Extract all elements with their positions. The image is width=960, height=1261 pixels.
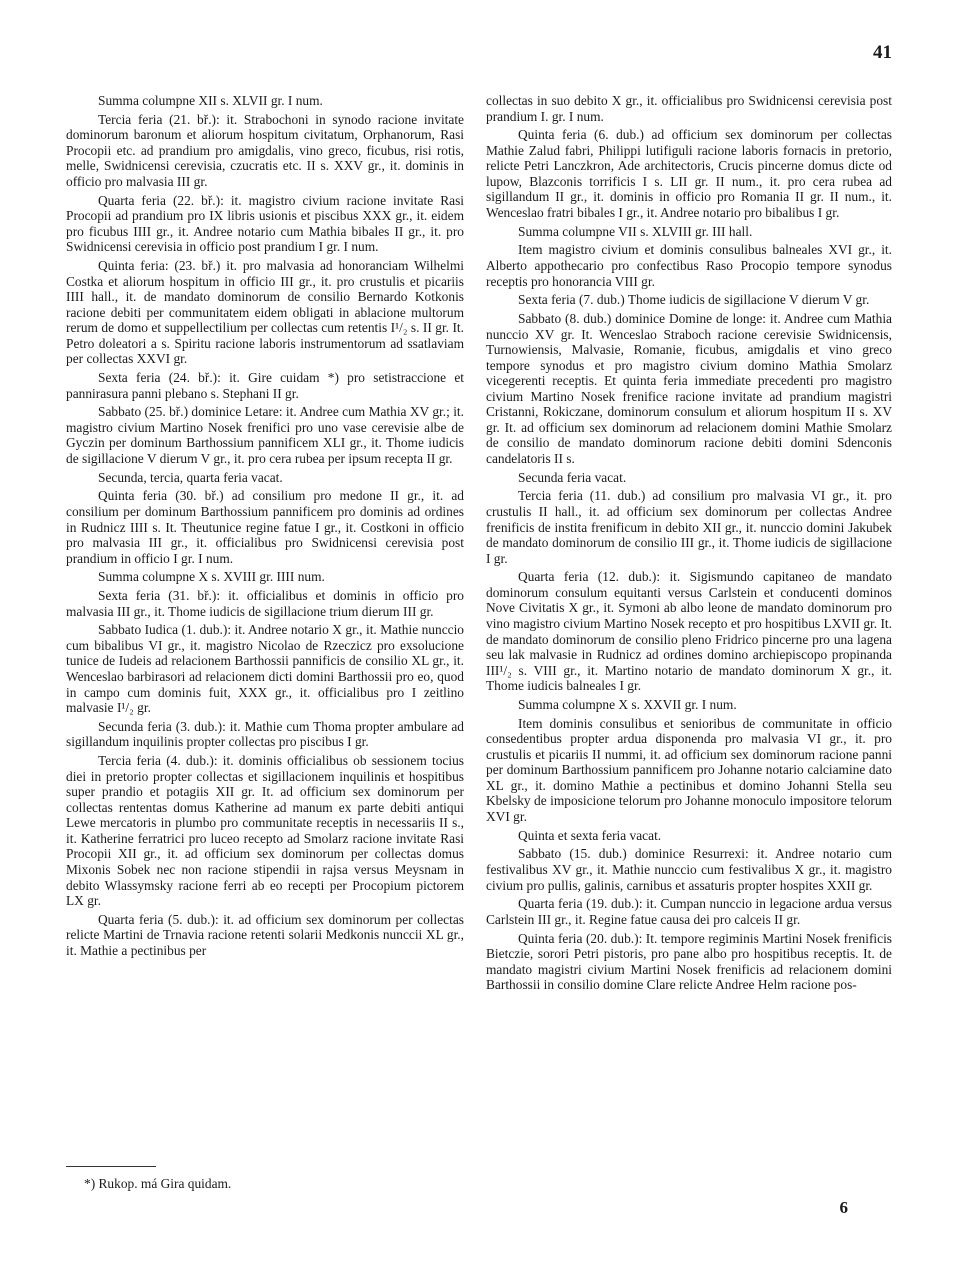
paragraph: Summa columpne VII s. XLVIII gr. III hall. [518,223,753,239]
paragraph: Tercia feria (4. dub.): it. dominis officialibus ob sessionem tocius diei in pretorio propter collectas et sigillacionem inquilinis et hospitibus super prandio et potagiis XII gr. It. ad officium sex dominorum per collectas rententas domus Katherine ad manum ex parte debiti antiqui Lewe mercatoris in plumbo pro communitate receptis in necessariis II s., it. Katherine ferratrici pro luceo recepto ad Smolarz racione invitate Rasi Procopii XII gr., it. ad officium sex dominorum per collectas domus Mixonis Sobek nec non racione stipendii in rajsa versus Meysnam in debito Wlassymsky racione ferri ab eo recepti per Procopium pictorem LX gr. [66,753,464,909]
page-number: 41 [873,42,892,63]
paragraph: Sabbato Iudica (1. dub.): it. Andree notario X gr., it. Mathie nunccio cum bibalibus VI gr., it. magistro Nicolao de Rzeczicz pro exsolucione tunice de Iudeis ad relacionem Barthossii pannificis de consilio XL gr., it. Wenceslao barbirasori ad relacionem dicti domini Barthossii pro eo, quod in campo cum dominis fuit, XXX gr., it. officialibus pro I zeitlino malvasie I¹/₂ gr. [66,622,464,716]
paragraph: Sabbato (25. bř.) dominice Letare: it. Andree cum Mathia XV gr.; it. magistro civium Martino Nosek frenifici pro uno vase cerevisie albe de Gyczin per dominum Barthossium pannificem XLI gr., it. Thome iudicis de sigillacione V dierum V gr., it. pro cera rubea per ipsum recepta II gr. [66,404,464,466]
paragraph: Quinta feria (6. dub.) ad officium sex dominorum per collectas Mathie Zalud fabri, Philippi lutifiguli racione laboris fornacis in pretorio, relicte Petri Lanczkron, Ade architectoris, Crucis pincerne domus dicte od lupow, Blazconis torrificis I s. LII gr. II num., it. pro cera rubea ad sigillandum II gr., it. dominis in officio pro Romania II gr. II num., it. Wenceslao fratri bibales I gr., it. Andree notario pro bibalibus I gr. [486,127,892,221]
paragraph: Sabbato (15. dub.) dominice Resurrexi: it. Andree notario cum festivalibus XV gr., it. Mathie nunccio cum festivalibus X gr., it. magistro civium pro pullis, galinis, carnibus et assaturis propter hospites XXII gr. [486,846,892,893]
paragraph: Quarta feria (5. dub.): it. ad officium sex dominorum per collectas relicte Martini de Trnavia racione retenti solarii Medkonis nunccii XL gr., it. Mathie a pectinibus per [66,911,464,958]
paragraph: collectas in suo debito X gr., it. officialibus pro Swidnicensi cerevisia post prandium I. gr. I num. [486,93,892,124]
paragraph: Summa columpne XII s. XLVII gr. I num. [98,93,323,108]
left-column [66,93,464,962]
paragraph: Quinta et sexta feria vacat. [518,827,662,843]
paragraph: Quinta feria (20. dub.): It. tempore regiminis Martini Nosek frenificis Bietczie, sorori Petri pistoris, pro pane albo pro hospitibus receptis. It. de mandato magistri civium Martini Nosek frenificis ad relacionem domini Barthossii in consilio domine Clare relicte Andree Helm racione pos- [486,930,892,993]
footnote: *) Rukop. má Gira quidam. [84,1176,232,1191]
paragraph: Tercia feria (11. dub.) ad consilium pro malvasia VI gr., it. pro crustulis II hall., it. ad officium sex dominorum per collectas Andree frenificis de instita frenificum in debito XII gr., it. nunccio domini Jakubek de mandato dominorum de consilio III gr., it. Thome iudicis de sigillacione I gr. [486,488,892,566]
paragraph: Item dominis consulibus et senioribus de communitate in officio consedentibus propter ardua disponenda pro malvasia VI gr., it. pro crustulis et picariis II nummi, it. ad officium sex dominorum racione panni per dominum Barthossium pannificem pro Johanne notario calciamine dato XL gr., it. domino Mathie a pectinibus et domino Johanni Stella seu Kbelsky de imposicione telorum pro Johanne monoculo impositore telorum XVI gr. [486,715,892,824]
paragraph: Secunda feria (3. dub.): it. Mathie cum Thoma propter ambulare ad sigillandum inquilinis propter collectas pro piscibus I gr. [66,718,464,750]
paragraph: Quarta feria (22. bř.): it. magistro civium racione invitate Rasi Procopii ad prandium pro IX libris usionis et piscibus XXX gr., it. eidem pro ficubus IIII gr., it. Andree notario cum Mathia bibales II gr., it. pro Swidnicensi cerevisia in officio post prandium I gr. I num. [66,192,464,255]
paragraph: Summa columpne X s. XXVII gr. I num. [518,696,737,712]
right-column [486,93,892,996]
paragraph: Tercia feria (21. bř.): it. Strabochoni in synodo racione invitate dominorum baronum et aliorum hospitum civitatum, Orphanorum, Rasi Procopii etc. ad prandium pro amigdalis, vino greco, ficubus, risi rotis, melle, Swidnicensi cerevisia, czucratis etc. II s. XXV gr., it. dominis in officio pro malvasia III gr. [66,111,464,189]
paragraph: Sexta feria (7. dub.) Thome iudicis de sigillacione V dierum V gr. [518,292,870,308]
paragraph: Quinta feria: (23. bř.) it. pro malvasia ad honoranciam Wilhelmi Costka et aliorum hospitum in officio III gr., it. pro crustulis et picariis IIII hall., it. de mandato dominorum de consilio Bernardo Kotkonis racione debiti per communitatem eidem obligati in ablacione multorum rerum de domo et suppellectilium per collectas cum retentis I¹/₂ s. II gr. It. Petro doleatori a s. Spiritu racione laboris instrumentorum ad ssatlaviam per collectas XXVI gr. [66,258,464,367]
paragraph: Item magistro civium et dominis consulibus balneales XVI gr., it. Alberto appothecario pro confectibus Raso Procopio tempore synodus receptis pro honorancia VIII gr. [486,242,892,289]
paragraph: Secunda, tercia, quarta feria vacat. [98,469,283,485]
paragraph: Sexta feria (31. bř.): it. officialibus et dominis in officio pro malvasia III gr., it. Thome iudicis de sigillacione trium dierum III gr. [66,588,464,619]
paragraph: Sexta feria (24. bř.): it. Gire cuidam *) pro setistraccione et pannirasura panni plebano s. Stephani II gr. [66,370,464,401]
paragraph: Quinta feria (30. bř.) ad consilium pro medone II gr., it. ad consilium per dominum Barthossium pannificem pro dominis ad ordines in Rudnicz IIII s. It. Theutunice regine fatue I gr., it. Costkoni in officio pro malvasia III gr., it. officialibus pro Swidnicensi cerevisia post prandium in officio I gr. I num. [66,488,464,566]
footnote-divider [66,1166,156,1167]
paragraph: Quarta feria (19. dub.): it. Cumpan nunccio in legacione ardua versus Carlstein III gr., it. Regine fatue causa dei pro calceis II gr. [486,896,892,927]
paragraph: Sabbato (8. dub.) dominice Domine de longe: it. Andree cum Mathia nunccio XV gr. It. Wenceslao Straboch racione cerevisie Swidnicensis, Turnowiensis, Malvasie, Romanie, ficubus, amigdalis et vino greco tempore synodus et pro magistro civium domino Mathia Smolarz vicegerenti receptis. Et quinta feria immediate precedenti pro magistro civium Martino Nosek frenifice racione invitate ad prandium magistri Cristanni, Rokiczane, dominorum consulum et aliorum hospitum II s. XV gr. It. ad officium sex dominorum ad relacionem domini Mathie Smolarz de consilio de mandato dominorum racione debiti domini Sdenconis candelatoris II s. [486,311,892,466]
signature-mark: 6 [839,1198,848,1217]
paragraph: Quarta feria (12. dub.): it. Sigismundo capitaneo de mandato dominorum consulum equitanti versus Carlstein et conducenti dominos Nove Civitatis X gr., it. Symoni ab albo leone de mandato dominorum pro vino magistro civium Martino Nosek recepto et pro hospitibus LXVII gr. It. de mandato dominorum de consilio pleno Fridrico pincerne pro una lagena seu lak malvasie in Rudnicz ad ordines domino archiepiscopo propinanda III¹/₂ s. VIII gr., it. Martino notario de mandato dominorum X gr., it. Thome iudicis balneales I gr. [486,569,892,694]
paragraph: Secunda feria vacat. [518,469,627,485]
paragraph: Summa columpne X s. XVIII gr. IIII num. [98,569,325,585]
